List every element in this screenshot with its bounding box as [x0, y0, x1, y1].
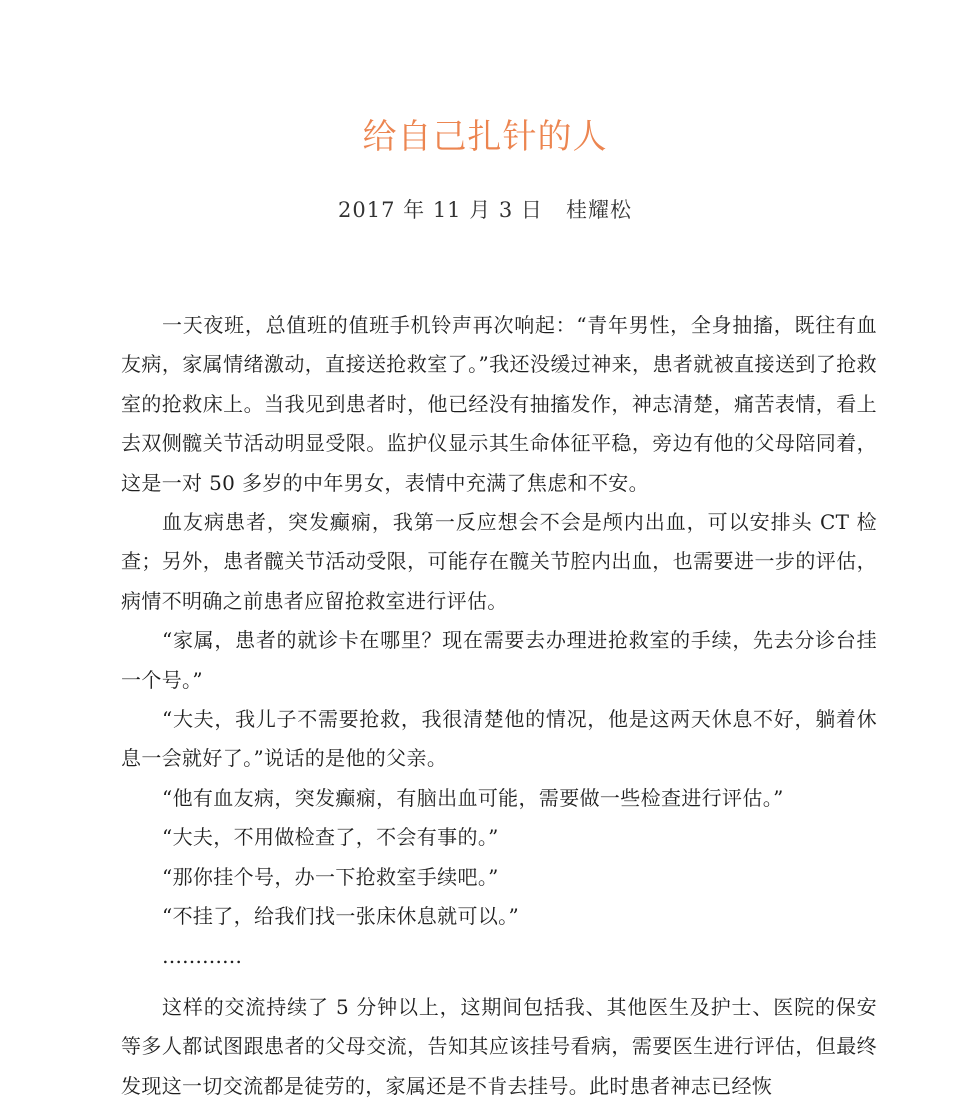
article-author: 桂耀松 [565, 198, 632, 222]
paragraph: “大夫，不用做检查了，不会有事的。” [162, 825, 499, 850]
paragraph: “大夫，我儿子不需要抢救，我很清楚他的情况，他是这两天休息不好，躺着休息一会就好了。”说话的是他的父亲。 [121, 707, 877, 771]
paragraph: 这样的交流持续了 5 分钟以上，这期间包括我、其他医生及护士、医院的保安等多人都试图跟患者的父母交流，告知其应该挂号看病，需要医生进行评估，但最终发现这一切交流都是徒劳的，家属还是不肯去挂号。此时患者神志已经恢 [121, 994, 877, 1098]
paragraph: “家属，患者的就诊卡在哪里？现在需要去办理进抢救室的手续，先去分诊台挂一个号。” [121, 628, 877, 692]
article-date: 2017 年 11 月 3 日 [338, 198, 543, 222]
ellipsis-paragraph: ………… [162, 943, 242, 968]
paragraph: “不挂了，给我们找一张床休息就可以。” [162, 904, 520, 929]
article-title: 给自己扎针的人 [362, 117, 608, 157]
paragraph: “那你挂个号，办一下抢救室手续吧。” [162, 864, 499, 889]
paragraph: 一天夜班，总值班的值班手机铃声再次响起：“青年男性，全身抽搐，既往有血友病，家属情绪激动，直接送抢救室了。”我还没缓过神来，患者就被直接送到了抢救室的抢救床上。当我见到患者时，他已经没有抽搐发作，神志清楚，痛苦表情，看上去双侧髋关节活动明显受限。监护仪显示其生命体征平稳，旁边有他的父母陪同着，这是一对 50 多岁的中年男女，表情中充满了焦虑和不安。 [121, 313, 877, 495]
paragraph: 血友病患者，突发癫痫，我第一反应想会不会是颅内出血，可以安排头 CT 检查；另外，患者髋关节活动受限，可能存在髋关节腔内出血，也需要进一步的评估，病情不明确之前患者应留抢救室进行评估。 [121, 510, 877, 613]
article-body [121, 306, 877, 1106]
paragraph: “他有血友病，突发癫痫，有脑出血可能，需要做一些检查进行评估。” [162, 785, 784, 810]
article-byline [0, 193, 970, 227]
